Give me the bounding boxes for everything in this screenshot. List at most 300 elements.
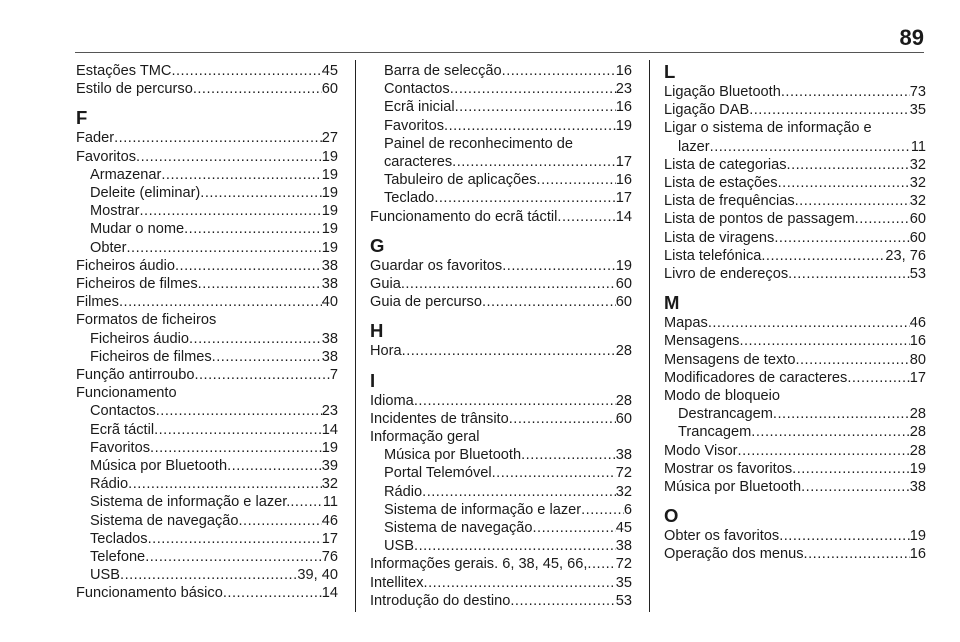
entry-text: Operação dos menus [664,546,804,563]
index-subentry [76,421,338,439]
index-subentry [370,519,632,537]
dot-leader [402,342,616,360]
index-subentry [664,138,926,156]
dot-leader [710,138,911,156]
index-section-letter: L [664,61,676,82]
index-subentry [76,530,338,548]
entry-text: Favoritos [384,117,445,134]
dot-leader [198,275,322,293]
entry-text: Estilo de percurso [76,81,193,98]
entry-text: Livro de endereços [664,266,789,283]
index-heading: Informação geral [370,429,480,446]
dot-leader [774,229,909,247]
entry-text: Funcionamento básico [76,585,223,602]
page-reference: 38 [321,276,338,293]
index-entry [370,592,632,610]
entry-text: Ficheiros áudio [76,257,175,274]
dot-leader [749,101,910,119]
entry-text: Barra de selecção [384,63,502,79]
page-reference: 60 [321,81,338,98]
index-entry [664,265,926,283]
page-reference: 27 [321,130,338,147]
page-reference: 19 [321,148,338,165]
index-subentry [370,464,632,482]
index-entry [664,478,926,496]
entry-text: Telefone [90,549,146,566]
index-heading: Funcionamento [76,385,177,402]
dot-leader [156,402,322,420]
page-reference: 16 [909,546,926,563]
index-entry [664,314,926,332]
entry-text: Ligação DAB [664,102,750,119]
page-reference: 19 [909,528,926,545]
page-reference: 19 [321,439,338,456]
entry-text: Mudar o nome [90,221,185,238]
page-reference: 76 [321,549,338,566]
index-section-letter: H [370,320,384,342]
page-reference: 19 [321,221,338,238]
index-subentry [76,330,338,348]
dot-leader [450,80,616,98]
page-reference: 19 [321,185,338,202]
entry-text: Mostrar [90,203,140,220]
index-heading: Ligar o sistema de informação e [664,120,872,137]
page-reference: 35 [615,574,632,591]
dot-leader [781,83,910,101]
entry-text: Ficheiros áudio [90,330,189,347]
dot-leader [184,220,322,238]
page-reference: 28 [909,424,926,441]
dot-leader [154,421,322,439]
page-reference: 19 [321,166,338,183]
page-reference: 14 [321,421,338,438]
index-entry [664,442,926,460]
page-reference: 17 [615,190,632,207]
dot-leader [532,519,615,537]
dot-leader [145,548,322,566]
entry-text: Estações TMC [76,63,172,79]
dot-leader [139,202,321,220]
page-reference: 16 [615,172,632,189]
dot-leader [414,392,616,410]
index-column-1 [76,62,338,603]
dot-leader [161,166,321,184]
index-subentry [664,423,926,441]
page-reference: 17 [615,154,632,171]
page-reference: 60 [909,211,926,228]
entry-text: Função antirroubo [76,367,195,384]
page-reference: 38 [321,257,338,274]
entry-text: Modo Visor [664,442,738,459]
index-column-2 [370,62,632,610]
page-reference: 53 [615,592,632,609]
dot-leader [521,446,616,464]
entry-text: Contactos [384,81,450,98]
page-reference: 16 [615,63,632,79]
entry-text: lazer [678,138,710,155]
index-entry [76,80,338,98]
dot-leader [847,369,909,387]
entry-text: Informações gerais. 6, 38, 45, 66, [370,556,588,573]
page-reference: 32 [909,156,926,173]
index-entry [76,293,338,311]
index-entry [370,555,632,573]
page-reference: 38 [321,330,338,347]
index-entry [664,369,926,387]
index-section-letter: O [664,505,679,527]
index-entry [664,247,926,265]
page-reference: 38 [909,479,926,496]
dot-leader [434,189,615,207]
entry-text: Intellitex [370,574,424,591]
index-section-letter: F [76,107,88,129]
dot-leader [401,275,616,293]
index-entry [664,156,926,174]
page-reference: 60 [615,276,632,293]
page-reference: 16 [615,99,632,116]
entry-text: Ficheiros de filmes [76,276,198,293]
page-reference: 14 [321,585,338,602]
dot-leader [227,457,322,475]
dot-leader [114,129,322,147]
dot-leader [855,210,910,228]
dot-leader [238,512,321,530]
dot-leader [761,247,885,265]
dot-leader [455,98,616,116]
dot-leader [414,537,616,555]
index-subentry [76,239,338,257]
index-section-letter: I [370,369,376,391]
page-reference: 60 [615,410,632,427]
dot-leader [452,153,616,171]
dot-leader [510,592,615,610]
page-reference: 19 [615,257,632,274]
page-reference: 39, 40 [297,567,338,584]
dot-leader [175,257,322,275]
index-subentry [76,512,338,530]
entry-text: Deleite (eliminar) [90,185,201,202]
entry-text: Portal Telemóvel [384,465,492,482]
page-reference: 45 [615,520,632,537]
dot-leader [804,545,910,563]
page-reference: 60 [909,229,926,246]
entry-text: Guia de percurso [370,294,482,311]
index-entry [370,392,632,410]
index-column-3 [664,62,926,564]
dot-leader [193,80,322,98]
entry-text: Lista de viragens [664,229,775,246]
dot-leader [223,584,322,602]
index-entry [664,210,926,228]
index-entry [370,257,632,275]
index-entry [370,275,632,293]
entry-text: Lista de estações [664,175,778,192]
entry-text: Música por Bluetooth [90,458,228,475]
entry-text: Rádio [90,476,129,493]
index-entry [370,208,632,226]
index-section-letter: G [370,234,385,256]
index-subentry [76,566,338,584]
index-subentry [76,402,338,420]
entry-text: Favoritos [76,148,137,165]
dot-leader [290,493,322,511]
page-reference: 39 [321,458,338,475]
index-subentry [664,405,926,423]
index-subentry [370,537,632,555]
index-subentry [76,348,338,366]
page-reference: 11 [910,138,926,155]
page-reference: 28 [615,392,632,409]
page-number: 89 [899,25,924,50]
index-subentry [76,548,338,566]
page-reference: 23 [321,403,338,420]
dot-leader [795,351,909,369]
index-entry [370,293,632,311]
page-reference: 19 [321,239,338,256]
dot-leader [792,460,910,478]
page-reference: 6 [623,501,632,518]
index-heading: Modo de bloqueio [664,388,781,405]
entry-text: Armazenar [90,166,162,183]
entry-text: Mensagens de texto [664,351,796,368]
index-entry [370,410,632,428]
page-reference: 32 [909,193,926,210]
index-entry [664,83,926,101]
entry-text: Incidentes de trânsito [370,410,509,427]
index-entry [664,527,926,545]
page-reference: 23, 76 [885,247,926,264]
dot-leader [787,156,910,174]
entry-text: Obter os favoritos [664,528,780,545]
entry-text: Sistema de informação e lazer. [90,494,291,511]
index-heading: Painel de reconhecimento de [384,135,574,152]
index-subentry [76,475,338,493]
index-subentry [76,457,338,475]
page-reference: 14 [615,208,632,225]
index-entry [664,174,926,192]
page-reference: 35 [909,102,926,119]
dot-leader [739,332,909,350]
dot-leader [801,478,910,496]
entry-text: Lista de frequências [664,193,795,210]
page-reference: 38 [615,538,632,555]
header-rule [75,52,924,53]
entry-text: Ficheiros de filmes [90,348,212,365]
dot-leader [422,483,616,501]
dot-leader [773,405,910,423]
entry-text: caracteres [384,154,453,171]
page-reference: 46 [321,512,338,529]
index-entry [664,229,926,247]
page-reference: 19 [615,117,632,134]
index-entry [76,129,338,147]
index-entry [370,574,632,592]
entry-text: Hora [370,343,402,360]
entry-text: Funcionamento do ecrã táctil [370,208,558,225]
dot-leader [795,192,910,210]
index-heading: Formatos de ficheiros [76,312,217,329]
index-entry [76,257,338,275]
entry-text: Sistema de informação e lazer [384,501,582,518]
page-reference: 72 [615,465,632,482]
index-subentry [76,220,338,238]
index-entry [76,62,338,80]
index-subentry [76,202,338,220]
entry-text: Filmes [76,294,119,311]
page-reference: 38 [615,447,632,464]
entry-text: USB [384,538,415,555]
dot-leader [738,442,910,460]
page-reference: 45 [321,63,338,79]
index-subentry [370,483,632,501]
entry-text: Mapas [664,315,708,332]
dot-leader [120,566,297,584]
page-reference: 32 [321,476,338,493]
index-entry [76,148,338,166]
dot-leader [194,366,329,384]
entry-text: Tabuleiro de aplicações [384,172,537,189]
page-reference: 53 [909,266,926,283]
index-entry [664,101,926,119]
index-entry [664,545,926,563]
entry-text: Favoritos [90,439,151,456]
index-entry [664,351,926,369]
dot-leader [509,410,616,428]
page-reference: 60 [615,294,632,311]
dot-leader [502,62,616,80]
index-section-letter: M [664,292,680,314]
entry-text: Ligação Bluetooth [664,84,781,100]
entry-text: Introdução do destino [370,592,511,609]
entry-text: Idioma [370,392,414,409]
dot-leader [136,148,322,166]
page-reference: 17 [321,530,338,547]
index-subentry [370,171,632,189]
dot-leader [119,293,322,311]
dot-leader [212,348,322,366]
index-entry [664,332,926,350]
page-reference: 19 [909,460,926,477]
page-reference: 28 [615,343,632,360]
entry-text: Teclados [90,530,148,547]
index-entry [76,275,338,293]
dot-leader [492,464,616,482]
page-reference: 16 [909,333,926,350]
index-subentry [370,189,632,207]
entry-text: Destrancagem [678,406,773,423]
entry-text: Fader [76,130,115,147]
entry-text: Teclado [384,190,435,207]
page-reference: 28 [909,406,926,423]
entry-text: Guardar os favoritos [370,257,503,274]
entry-text: Guia [370,276,401,293]
entry-text: Mostrar os favoritos [664,460,793,477]
dot-leader [502,257,616,275]
column-divider-1 [355,60,356,612]
entry-text: Ecrã táctil [90,421,155,438]
entry-text: USB [90,567,121,584]
entry-text: Mensagens [664,333,740,350]
dot-leader [127,239,322,257]
entry-text: Lista de categorias [664,156,787,173]
page-reference: 32 [909,175,926,192]
page-reference: 73 [909,84,926,100]
dot-leader [128,475,322,493]
dot-leader [788,265,910,283]
entry-text: Música por Bluetooth [384,447,522,464]
page-reference: 19 [321,203,338,220]
index-entry [76,366,338,384]
index-subentry [370,62,632,80]
entry-text: Ecrã inicial [384,99,455,116]
entry-text: Rádio [384,483,423,500]
index-entry [76,584,338,602]
dot-leader [150,439,322,457]
entry-text: Modificadores de caracteres [664,369,848,386]
dot-leader [751,423,909,441]
index-entry [370,342,632,360]
column-divider-2 [649,60,650,612]
dot-leader [708,314,910,332]
page-reference: 17 [909,369,926,386]
page-reference: 46 [909,315,926,332]
dot-leader [424,574,616,592]
index-entry [664,460,926,478]
page-reference: 7 [329,367,338,384]
index-subentry [76,184,338,202]
index-subentry [370,80,632,98]
index-subentry [76,166,338,184]
dot-leader [482,293,616,311]
dot-leader [444,117,616,135]
dot-leader [587,555,615,573]
dot-leader [537,171,616,189]
dot-leader [779,527,910,545]
index-subentry [76,439,338,457]
dot-leader [189,330,322,348]
dot-leader [148,530,322,548]
dot-leader [557,208,615,226]
page-reference: 40 [321,294,338,311]
index-subentry [370,98,632,116]
page-reference: 38 [321,348,338,365]
entry-text: Sistema de navegação [384,520,533,537]
entry-text: Lista de pontos de passagem [664,211,855,228]
index-entry [664,192,926,210]
index-subentry [370,153,632,171]
index-subentry [370,446,632,464]
page-reference: 32 [615,483,632,500]
dot-leader [200,184,321,202]
entry-text: Trancagem [678,424,752,441]
entry-text: Obter [90,239,127,256]
page-reference: 28 [909,442,926,459]
index-subentry [76,493,338,511]
index-subentry [370,501,632,519]
page-reference: 11 [322,494,338,511]
dot-leader [171,62,321,80]
entry-text: Música por Bluetooth [664,479,802,496]
entry-text: Contactos [90,403,156,420]
page-reference: 72 [615,556,632,573]
dot-leader [581,501,624,519]
index-subentry [370,117,632,135]
page-reference: 80 [909,351,926,368]
entry-text: Sistema de navegação [90,512,239,529]
page-reference: 23 [615,81,632,98]
entry-text: Lista telefónica [664,247,762,264]
dot-leader [778,174,910,192]
